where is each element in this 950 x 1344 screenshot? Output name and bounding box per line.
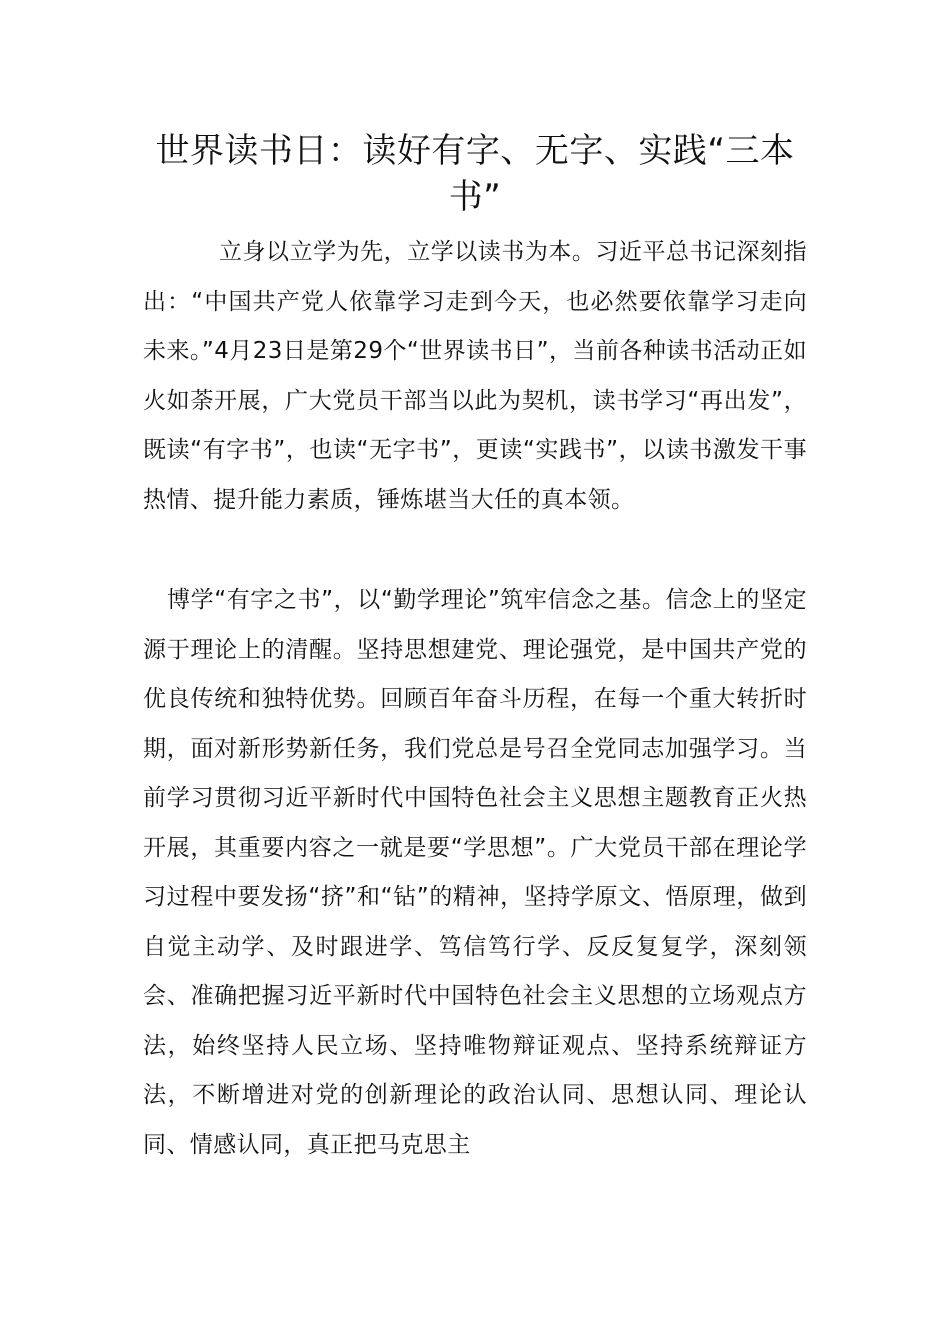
document-title: 世界读书日：读好有字、无字、实践“三本书” bbox=[155, 131, 795, 217]
paragraph-2: 博学“有字之书”，以“勤学理论”筑牢信念之基。信念上的坚定源于理论上的清醒。坚持思想建党、理论强党，是中国共产党的优良传统和独特优势。回顾百年奋斗历程，在每一个重大转折时期，面对新形势新任务，我们党总是号召全党同志加强学习。当前学习贯彻习近平新时代中国特色社会主义思想主题教育正火热开展，其重要内容之一就是要“学思想”。广大党员干部在理论学习过程中要发扬“挤”和“钻”的精神，坚持学原文、悟原理，做到自觉主动学、及时跟进学、笃信笃行学、反反复复学，深刻领会、准确把握习近平新时代中国特色社会主义思想的立场观点方法，始终坚持人民立场、坚持唯物辩证观点、坚持系统辩证方法，不断增进对党的创新理论的政治认同、思想认同、理论认同、情感认同，真正把马克思主 bbox=[143, 587, 807, 1158]
paragraph-1: 立身以立学为先，立学以读书为本。习近平总书记深刻指出：“中国共产党人依靠学习走到今天，也必然要依靠学习走向未来。”4月23日是第29个“世界读书日”，当前各种读书活动正如火如荼开展，广大党员干部当以此为契机，读书学习“再出发”，既读“有字书”，也读“无字书”，更读“实践书”，以读书激发干事热情、提升能力素质，锤炼堪当大任的真本领。 bbox=[143, 239, 807, 513]
